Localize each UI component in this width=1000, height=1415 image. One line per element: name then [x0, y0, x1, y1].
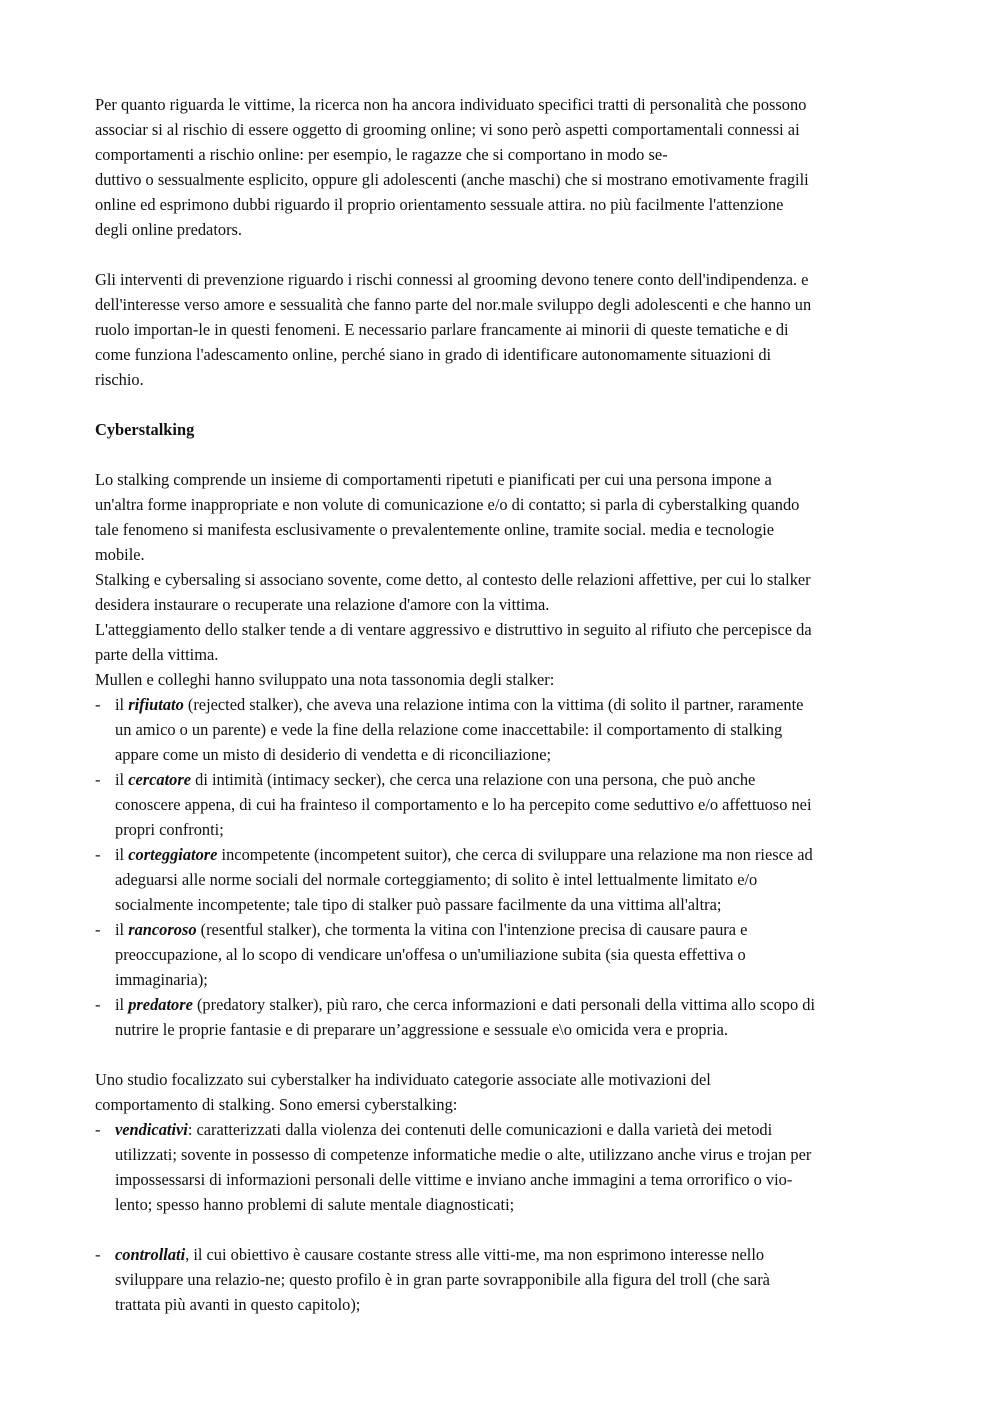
- paragraph-stalking-definition: [95, 467, 910, 692]
- text-line: propri confronti;: [115, 820, 224, 839]
- text-line: parte della vittima.: [95, 645, 219, 664]
- text-line: Per quanto riguarda le vittime, la ricerca non ha ancora individuato specifici tratti di personalità che possono: [95, 95, 807, 114]
- text-line: rischio.: [95, 370, 144, 389]
- text-line: online ed esprimono dubbi riguardo il proprio orientamento sessuale attira. no più facilmente l'attenzione: [95, 195, 784, 214]
- dash-bullet: -: [95, 995, 101, 1014]
- spacer: [95, 1042, 910, 1067]
- text-span: incompetente (incompetent suitor), che cerca di sviluppare una relazione ma non riesce ad: [217, 845, 813, 864]
- list-item: [95, 842, 910, 917]
- dash-bullet: -: [95, 770, 101, 789]
- list-item: [95, 917, 910, 992]
- list-item: [95, 1242, 910, 1317]
- paragraph-victims: [95, 92, 910, 242]
- text-line: comportamenti a rischio online: per esempio, le ragazze che si comportano in modo se-: [95, 145, 668, 164]
- text-span: (resentful stalker), che tormenta la vitina con l'intenzione precisa di causare paura e: [196, 920, 748, 939]
- text-span: il: [115, 920, 129, 939]
- dash-bullet: -: [95, 920, 101, 939]
- text-span: il: [115, 995, 129, 1014]
- text-span: , il cui obiettivo è causare costante stress alle vitti-me, ma non esprimono interesse nello: [185, 1245, 765, 1264]
- text-line: [115, 992, 910, 1017]
- text-line: mobile.: [95, 545, 145, 564]
- text-line: Mullen e colleghi hanno sviluppato una nota tassonomia degli stalker:: [95, 670, 555, 689]
- text-line: conoscere appena, di cui ha frainteso il comportamento e lo ha percepito come seduttivo e/o affettuoso nei: [115, 795, 812, 814]
- term: predatore: [128, 995, 193, 1014]
- list-item: [95, 692, 910, 767]
- text-line: immaginaria);: [115, 970, 208, 989]
- spacer: [95, 392, 910, 417]
- text-line: sviluppare una relazio-ne; questo profilo è in gran parte sovrapponibile alla figura del troll (che sarà: [115, 1270, 770, 1289]
- text-line: ruolo importan-le in questi fenomeni. E necessario parlare francamente ai minorii di queste tematiche e di: [95, 320, 789, 339]
- text-span: di intimità (intimacy secker), che cerca una relazione con una persona, che può anche: [191, 770, 756, 789]
- text-line: socialmente incompetente; tale tipo di stalker può passare facilmente da una vittima all'altra;: [115, 895, 722, 914]
- list-item: [95, 1117, 910, 1217]
- text-line: desidera instaurare o recuperate una relazione d'amore con la vittima.: [95, 595, 550, 614]
- text-span: il: [115, 770, 129, 789]
- text-line: un amico o un parente) e vede la fine della relazione come inaccettabile: il comportamento di stalking: [115, 720, 783, 739]
- text-line: Stalking e cybersaling si associano sovente, come detto, al contesto delle relazioni affettive, per cui lo stalker: [95, 570, 811, 589]
- text-line: lento; spesso hanno problemi di salute mentale diagnosticati;: [115, 1195, 515, 1214]
- list-item: [95, 767, 910, 842]
- term: cercatore: [128, 770, 192, 789]
- text-span: : caratterizzati dalla violenza dei contenuti delle comunicazioni e dalla varietà dei metodi: [187, 1120, 773, 1139]
- text-line: degli online predators.: [95, 220, 243, 239]
- stalker-taxonomy-list: [95, 692, 910, 1042]
- text-line: [115, 1117, 910, 1142]
- term: vendicativi: [115, 1120, 188, 1139]
- text-line: Lo stalking comprende un insieme di comportamenti ripetuti e pianificati per cui una persona impone a: [95, 470, 772, 489]
- spacer: [95, 1217, 910, 1242]
- dash-bullet: -: [95, 845, 101, 864]
- text-span: il: [115, 845, 129, 864]
- dash-bullet: -: [95, 1120, 101, 1139]
- paragraph-cyberstalker-study: [95, 1067, 910, 1117]
- term: rancoroso: [128, 920, 197, 939]
- term: rifiutato: [128, 695, 184, 714]
- term: corteggiatore: [128, 845, 218, 864]
- list-item: [95, 992, 910, 1042]
- term: controllati: [115, 1245, 186, 1264]
- text-line: un'altra forme inappropriate e non volute di comunicazione e/o di contatto; si parla di cyberstalking quando: [95, 495, 800, 514]
- text-line: L'atteggiamento dello stalker tende a di ventare aggressivo e distruttivo in seguito al rifiuto che percepisce da: [95, 620, 812, 639]
- text-line: dell'interesse verso amore e sessualità che fanno parte del nor.male sviluppo degli adolescenti e che hanno un: [95, 295, 812, 314]
- text-line: Gli interventi di prevenzione riguardo i rischi connessi al grooming devono tenere conto dell'indipendenza. e: [95, 270, 809, 289]
- text-line: duttivo o sessualmente esplicito, oppure gli adolescenti (anche maschi) che si mostrano emotivamente fragili: [95, 170, 809, 189]
- cyberstalker-types-list: [95, 1117, 910, 1317]
- text-line: tale fenomeno si manifesta esclusivamente o prevalentemente online, tramite social. media e tecnologie: [95, 520, 775, 539]
- text-line: trattata più avanti in questo capitolo);: [115, 1295, 361, 1314]
- text-span: (predatory stalker), più raro, che cerca informazioni e dati personali della vittima allo scopo di: [192, 995, 816, 1014]
- text-line: appare come un misto di desiderio di vendetta e di riconciliazione;: [115, 745, 552, 764]
- text-line: preoccupazione, al lo scopo di vendicare un'offesa o un'umiliazione subita (sia questa effettiva o: [115, 945, 746, 964]
- text-line: [115, 1242, 910, 1267]
- text-span: (rejected stalker), che aveva una relazione intima con la vittima (di solito il partner, raramente: [183, 695, 804, 714]
- dash-bullet: -: [95, 1245, 101, 1264]
- text-line: adeguarsi alle norme sociali del normale corteggiamento; di solito è intel lettualmente limitato e/o: [115, 870, 758, 889]
- text-line: comportamento di stalking. Sono emersi cyberstalking:: [95, 1095, 458, 1114]
- text-line: associar si al rischio di essere oggetto di grooming online; vi sono però aspetti comportamentali connessi ai: [95, 120, 800, 139]
- text-line: come funziona l'adescamento online, perché siano in grado di identificare autonomamente situazioni di: [95, 345, 772, 364]
- document-page: [95, 92, 910, 1317]
- paragraph-prevention: [95, 267, 910, 392]
- dash-bullet: -: [95, 695, 101, 714]
- text-line: Uno studio focalizzato sui cyberstalker ha individuato categorie associate alle motivazioni del: [95, 1070, 711, 1089]
- section-heading: Cyberstalking: [95, 420, 195, 439]
- spacer: [95, 242, 910, 267]
- text-line: utilizzati; sovente in possesso di competenze informatiche medie o alte, utilizzano anche virus e trojan per: [115, 1145, 812, 1164]
- text-span: il: [115, 695, 129, 714]
- text-line: nutrire le proprie fantasie e di preparare un’aggressione e sessuale e\o omicida vera e propria.: [115, 1020, 729, 1039]
- text-line: [115, 767, 910, 792]
- text-line: [115, 842, 910, 867]
- text-line: [115, 692, 910, 717]
- spacer: [95, 442, 910, 467]
- text-line: [115, 917, 910, 942]
- text-line: impossessarsi di informazioni personali delle vittime e inviano anche immagini a tema orrorifico o vio-: [115, 1170, 793, 1189]
